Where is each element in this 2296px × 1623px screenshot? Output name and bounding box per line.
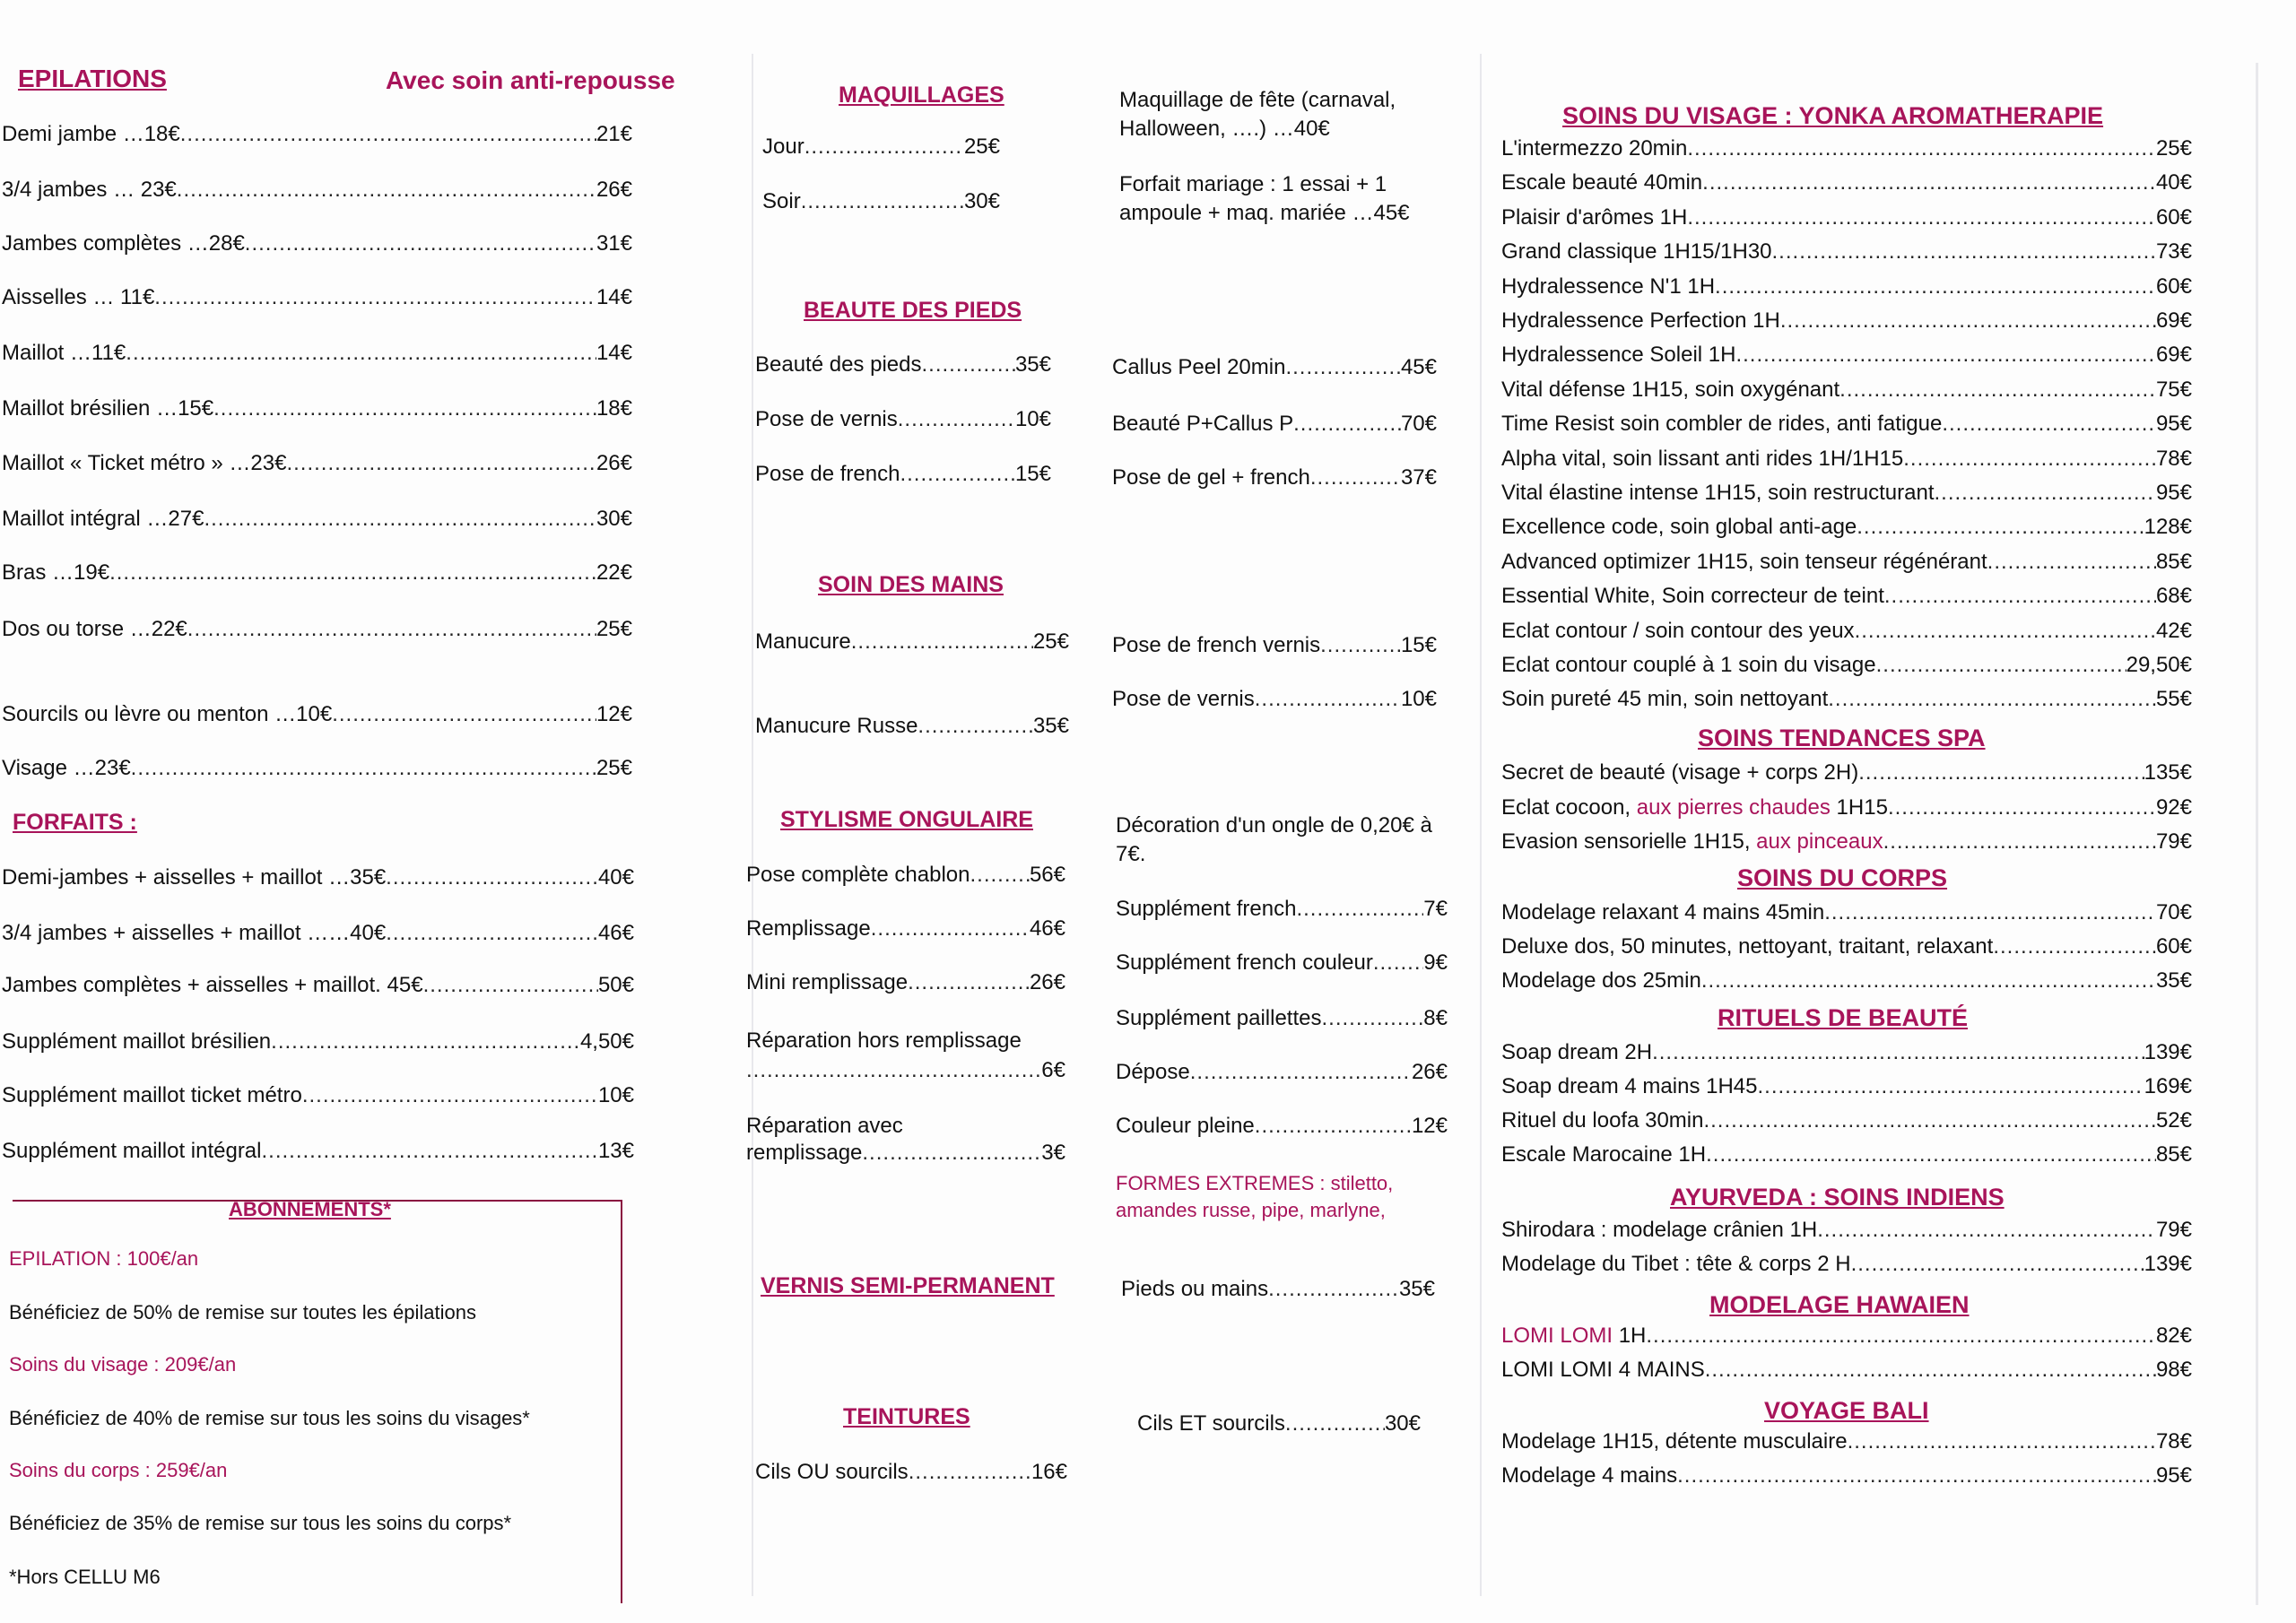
forfaits-title: FORFAITS :	[13, 810, 137, 835]
vernis-semi-permanent-title: VERNIS SEMI-PERMANENT	[761, 1273, 1055, 1298]
maquillages-title: MAQUILLAGES	[839, 82, 1004, 108]
teintures-title: TEINTURES	[843, 1404, 970, 1429]
soin-visage-row: Excellence code, soin global anti-age ..... 128€	[1501, 515, 2192, 545]
ongle-row: Supplément paillettes ..... 8€	[1116, 1006, 1448, 1037]
soin-visage-row: Vital défense 1H15, soin oxygénant ..... 75€	[1501, 378, 2192, 408]
rituels-title: RITUELS DE BEAUTÉ	[1718, 1004, 1969, 1031]
voyage-bali-title: VOYAGE BALI	[1764, 1397, 1929, 1424]
hawaien-row: LOMI LOMI 4 MAINS ..... 98€	[1501, 1358, 2192, 1388]
page-edge	[2256, 63, 2258, 1605]
cils-et-sourcils: Cils ET sourcils ..... 30€	[1137, 1411, 1421, 1442]
soin-visage-row: Hydralessence Perfection 1H ..... 69€	[1501, 308, 2192, 339]
epilation-row: Maillot « Ticket métro » …23€ ..... 26€	[2, 451, 632, 482]
pieds-row: Pose de vernis ..... 10€	[755, 407, 1051, 438]
forfait-row: 3/4 jambes + aisselles + maillot ……40€ ..... 46€	[2, 921, 634, 951]
maquillage-soir: Soir ..... 30€	[762, 189, 1000, 220]
column-separator	[1480, 54, 1482, 1596]
epilation-row: Sourcils ou lèvre ou menton …10€ ..... 12€	[2, 702, 632, 733]
cils-ou-sourcils: Cils OU sourcils ..... 16€	[755, 1460, 1067, 1490]
soin-visage-row: L'intermezzo 20min ..... 25€	[1501, 136, 2192, 167]
reparation-avec-remplissage: remplissage ..... 3€	[746, 1141, 1065, 1171]
soin-visage-row: Eclat contour couplé à 1 soin du visage ..... 29,50€	[1501, 653, 2192, 683]
rituel-row: Escale Marocaine 1H ..... 85€	[1501, 1142, 2192, 1173]
pieds-ou-mains: Pieds ou mains ..... 35€	[1121, 1277, 1435, 1307]
abonnement-line: Bénéficiez de 35% de remise sur tous les soins du corps*	[9, 1512, 512, 1534]
ongle-row: Mini remplissage ..... 26€	[746, 970, 1065, 1001]
rituel-row: Soap dream 2H ..... 139€	[1501, 1040, 2192, 1071]
soin-corps-row: Modelage dos 25min ..... 35€	[1501, 968, 2192, 999]
reparation-hors-remplissage: ..... 6€	[746, 1058, 1065, 1089]
stylisme-ongulaire-title: STYLISME ONGULAIRE	[780, 807, 1033, 832]
ongle-row: Pose complète chablon ..... 56€	[746, 863, 1065, 893]
soins-corps-title: SOINS DU CORPS	[1737, 864, 1948, 891]
soin-visage-row: Grand classique 1H15/1H30 ..... 73€	[1501, 239, 2192, 270]
soin-visage-row: Hydralessence Soleil 1H ..... 69€	[1501, 343, 2192, 373]
epilation-row: Visage …23€ ..... 25€	[2, 756, 632, 786]
soin-visage-row: Soin pureté 45 min, soin nettoyant ..... 55€	[1501, 687, 2192, 717]
forfait-row: Supplément maillot ticket métro ..... 10€	[2, 1083, 634, 1114]
bali-row: Modelage 1H15, détente musculaire ..... 78€	[1501, 1429, 2192, 1460]
forfait-mariage: Forfait mariage : 1 essai + 1 ampoule + maq. mariée …45€	[1119, 172, 1410, 225]
epilation-row: 3/4 jambes … 23€ ..... 26€	[2, 178, 632, 208]
ayurveda-row: Modelage du Tibet : tête & corps 2 H ..... 139€	[1501, 1252, 2192, 1282]
ayurveda-title: AYURVEDA : SOINS INDIENS	[1670, 1184, 2005, 1211]
abonnement-line: Bénéficiez de 50% de remise sur toutes les épilations	[9, 1301, 476, 1324]
epilation-row: Maillot …11€ ..... 14€	[2, 341, 632, 371]
soin-visage-row: Vital élastine intense 1H15, soin restructurant ..... 95€	[1501, 481, 2192, 511]
epilation-row: Aisselles … 11€ ..... 14€	[2, 285, 632, 316]
forfait-row: Demi-jambes + aisselles + maillot …35€ ..... 40€	[2, 865, 634, 896]
soin-visage-row: Plaisir d'arômes 1H ..... 60€	[1501, 205, 2192, 236]
pieds-row: Pose de gel + french ..... 37€	[1112, 465, 1437, 496]
pieds-row: Beauté des pieds ..... 35€	[755, 352, 1051, 383]
ongle-row: Dépose ..... 26€	[1116, 1060, 1448, 1090]
pieds-row: Callus Peel 20min ..... 45€	[1112, 355, 1437, 386]
box-right-border	[621, 1200, 622, 1603]
epilations-subtitle: Avec soin anti-repousse	[386, 66, 675, 94]
soins-visage-title: SOINS DU VISAGE : YONKA AROMATHERAPIE	[1562, 102, 2104, 129]
maquillage-fete: Maquillage de fête (carnaval, Halloween, ….) …40€	[1119, 88, 1396, 141]
forfait-row: Jambes complètes + aisselles + maillot. 45€ ..... 50€	[2, 973, 634, 1003]
maquillage-jour: Jour ..... 25€	[762, 135, 1000, 165]
soin-visage-row: Escale beauté 40min ..... 40€	[1501, 170, 2192, 201]
ongle-row: Couleur pleine ..... 12€	[1116, 1114, 1448, 1144]
soin-visage-row: Time Resist soin combler de rides, anti fatigue ..... 95€	[1501, 412, 2192, 442]
reparation-hors-label: Réparation hors remplissage	[746, 1028, 1022, 1053]
manucure-russe: Manucure Russe ..... 35€	[755, 714, 1069, 744]
manucure: Manucure ..... 25€	[755, 629, 1069, 660]
soin-visage-row: Essential White, Soin correcteur de teint ..... 68€	[1501, 584, 2192, 614]
soin-mains-title: SOIN DES MAINS	[818, 572, 1004, 597]
abonnement-line: Bénéficiez de 40% de remise sur tous les soins du visages*	[9, 1407, 530, 1429]
soin-spa-row: Evasion sensorielle 1H15, aux pinceaux ..... 79€	[1501, 829, 2192, 860]
ongle-row: Remplissage ..... 46€	[746, 916, 1065, 947]
reparation-avec-label: Réparation avec	[746, 1114, 903, 1138]
ongle-row: Supplément french couleur ..... 9€	[1116, 950, 1448, 981]
soin-spa-row: Eclat cocoon, aux pierres chaudes 1H15 ..... 92€	[1501, 795, 2192, 826]
epilations-title: EPILATIONS	[18, 65, 167, 92]
decoration-ongle: Décoration d'un ongle de 0,20€ à 7€.	[1116, 813, 1432, 866]
soin-corps-row: Modelage relaxant 4 mains 45min ..... 70€	[1501, 900, 2192, 931]
rituel-row: Rituel du loofa 30min ..... 52€	[1501, 1108, 2192, 1139]
epilation-row: Demi jambe …18€ ..... 21€	[2, 122, 632, 152]
rituel-row: Soap dream 4 mains 1H45 ..... 169€	[1501, 1074, 2192, 1105]
forfait-row: Supplément maillot intégral ..... 13€	[2, 1139, 634, 1169]
soin-spa-row: Secret de beauté (visage + corps 2H) ..... 135€	[1501, 760, 2192, 791]
abonnement-line: *Hors CELLU M6	[9, 1566, 161, 1588]
epilation-row: Jambes complètes …28€ ..... 31€	[2, 231, 632, 262]
abonnement-line: EPILATION : 100€/an	[9, 1247, 199, 1270]
pose-vernis-mains: Pose de vernis ..... 10€	[1112, 687, 1437, 717]
abonnements-title: ABONNEMENTS*	[229, 1198, 391, 1220]
ongle-row: Supplément french ..... 7€	[1116, 897, 1448, 927]
soins-spa-title: SOINS TENDANCES SPA	[1698, 725, 1986, 751]
soin-visage-row: Eclat contour / soin contour des yeux ..... 42€	[1501, 619, 2192, 649]
ayurveda-row: Shirodara : modelage crânien 1H ..... 79€	[1501, 1218, 2192, 1248]
forfait-row: Supplément maillot brésilien ..... 4,50€	[2, 1029, 634, 1060]
column-separator	[752, 54, 753, 1596]
bali-row: Modelage 4 mains ..... 95€	[1501, 1463, 2192, 1494]
epilation-row: Dos ou torse …22€ ..... 25€	[2, 617, 632, 647]
soin-corps-row: Deluxe dos, 50 minutes, nettoyant, traitant, relaxant ..... 60€	[1501, 934, 2192, 965]
soin-visage-row: Alpha vital, soin lissant anti rides 1H/1H15 ..... 78€	[1501, 447, 2192, 477]
pose-french-vernis: Pose de french vernis ..... 15€	[1112, 633, 1437, 664]
abonnement-line: Soins du visage : 209€/an	[9, 1353, 237, 1376]
formes-extremes: FORMES EXTREMES : stiletto, amandes russe, pipe, marlyne,	[1116, 1172, 1394, 1221]
soin-visage-row: Advanced optimizer 1H15, soin tenseur régénérant ..... 85€	[1501, 550, 2192, 580]
pieds-row: Pose de french ..... 15€	[755, 462, 1051, 492]
beaute-pieds-title: BEAUTE DES PIEDS	[804, 298, 1022, 323]
hawaien-row: LOMI LOMI 1H ..... 82€	[1501, 1324, 2192, 1354]
abonnement-line: Soins du corps : 259€/an	[9, 1459, 228, 1481]
soin-visage-row: Hydralessence N'1 1H ..... 60€	[1501, 274, 2192, 305]
epilation-row: Maillot intégral …27€ ..... 30€	[2, 507, 632, 537]
modelage-hawaien-title: MODELAGE HAWAIEN	[1709, 1291, 1970, 1318]
epilation-row: Maillot brésilien …15€ ..... 18€	[2, 396, 632, 427]
pieds-row: Beauté P+Callus P ..... 70€	[1112, 412, 1437, 442]
epilation-row: Bras …19€ ..... 22€	[2, 560, 632, 591]
